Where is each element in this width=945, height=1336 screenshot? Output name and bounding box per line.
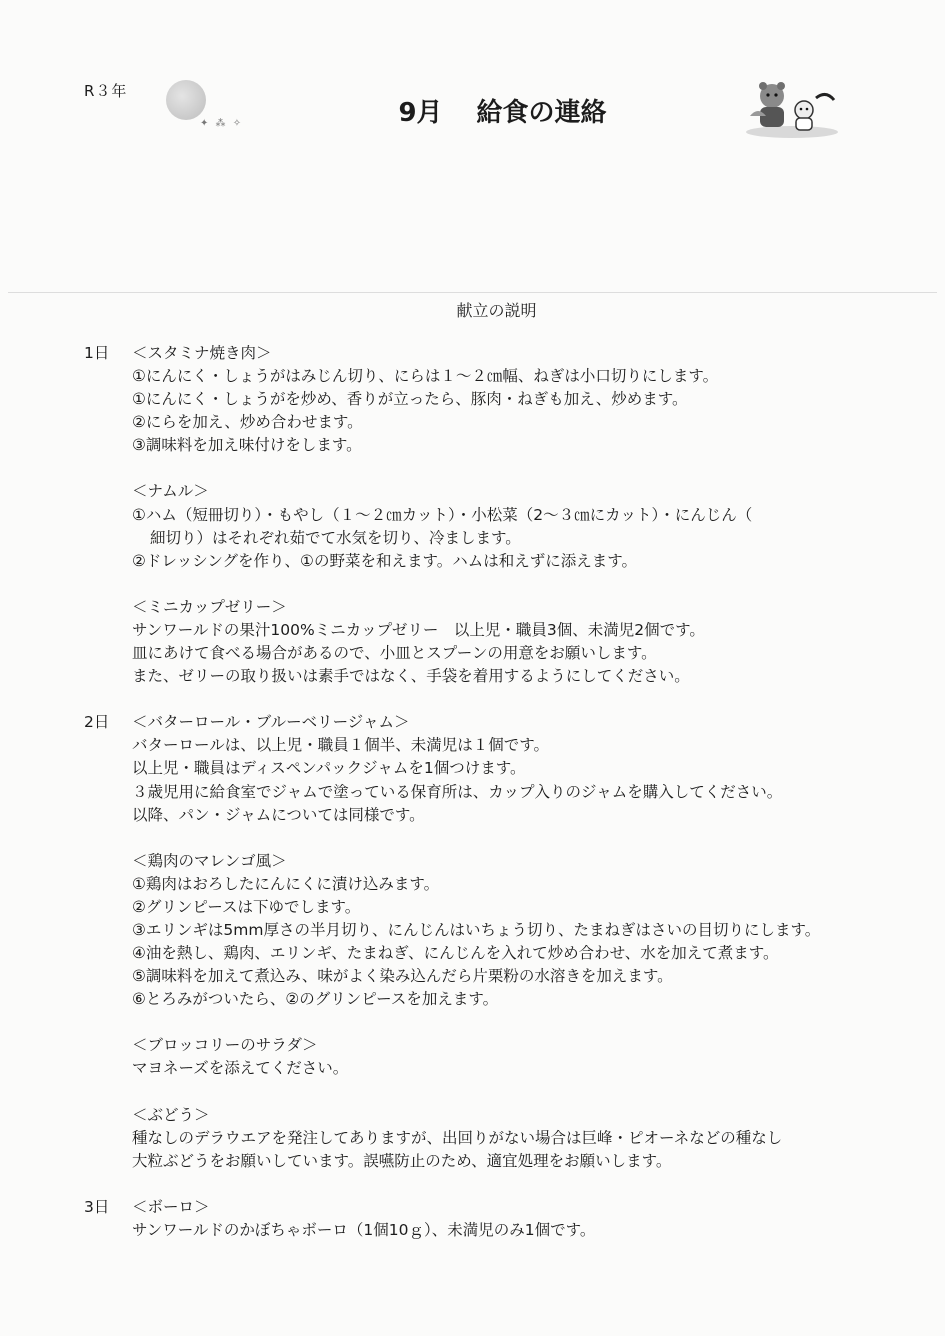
item-line: ③エリンギは5mm厚さの半月切り、にんじんはいちょう切り、たまねぎはさいの目切りにします。 xyxy=(132,920,821,939)
item-line: 以上児・職員はディスペンパックジャムを1個つけます。 xyxy=(132,759,526,778)
item-line: ③調味料を加え味付けをします。 xyxy=(132,436,362,455)
sparkle-icon: ✦ ⁂ ✧ xyxy=(200,118,244,129)
item-line: また、ゼリーの取り扱いは素手ではなく、手袋を着用するようにしてください。 xyxy=(132,667,690,686)
item-title: ＜ナムル＞ xyxy=(132,482,209,501)
header-divider xyxy=(8,292,937,293)
item-line: サンワールドの果汁100%ミニカップゼリー 以上児・職員3個、未満児2個です。 xyxy=(132,620,705,639)
item-line: 大粒ぶどうをお願いしています。誤嚥防止のため、適宜処理をお願いします。 xyxy=(132,1151,672,1170)
item-line: ②にらを加え、炒め合わせます。 xyxy=(132,413,363,432)
title-month: 9月 xyxy=(398,98,443,128)
mascot-illustration-icon xyxy=(742,76,842,140)
item-title: 2日 ＜バターロール・ブルーベリージャム＞ xyxy=(0,711,945,734)
item-line: ⑥とろみがついたら、②のグリンピースを加えます。 xyxy=(132,990,499,1009)
item-line: マヨネーズを添えてください。 xyxy=(132,1059,349,1078)
item-line: ⑤調味料を加えて煮込み、味がよく染み込んだら片栗粉の水溶きを加えます。 xyxy=(132,967,673,986)
item-title: 1日 ＜スタミナ焼き肉＞ xyxy=(0,342,945,365)
item-title: ＜鶏肉のマレンゴ風＞ xyxy=(132,851,287,870)
item-title: ＜ブロッコリーのサラダ＞ xyxy=(132,1036,318,1055)
day-label: 1日 xyxy=(84,344,110,362)
item-line: 皿にあけて食べる場合があるので、小皿とスプーンの用意をお願いします。 xyxy=(132,644,657,663)
item-line: ①にんにく・しょうがはみじん切り、にらは１～２㎝幅、ねぎは小口切りにします。 xyxy=(132,367,719,386)
section-heading: 献立の説明 xyxy=(456,301,537,320)
day-label: 2日 xyxy=(84,713,110,732)
item-line: ②ドレッシングを作り、①の野菜を和えます。ハムは和えずに添えます。 xyxy=(132,551,637,570)
title-text: 給食の連絡 xyxy=(476,98,607,128)
item-line: バターロールは、以上児・職員１個半、未満児は１個です。 xyxy=(132,736,549,755)
item-line: ３歳児用に給食室でジャムで塗っている保育所は、カップ入りのジャムを購入してください。 xyxy=(132,782,783,801)
item-line: 種なしのデラウエアを発注してありますが、出回りがない場合は巨峰・ピオーネなどの種なし xyxy=(132,1128,783,1147)
item-line: 以降、パン・ジャムについては同様です。 xyxy=(132,805,425,824)
item-title: ＜ぶどう＞ xyxy=(132,1105,210,1124)
item-line: ①にんにく・しょうがを炒め、香りが立ったら、豚肉・ねぎも加え、炒めます。 xyxy=(132,390,688,409)
item-line: 細切り）はそれぞれ茹でて水気を切り、冷まします。 xyxy=(150,528,521,547)
item-line: ②グリンピースは下ゆでします。 xyxy=(132,897,361,916)
era-label: R３年 xyxy=(84,82,128,100)
item-line: ④油を熱し、鶏肉、エリンギ、たまねぎ、にんじんを入れて炒め合わせ、水を加えて煮ます。 xyxy=(132,944,779,963)
item-title: 3日 ＜ボーロ＞ xyxy=(0,1196,945,1219)
item-line: サンワールドのかぼちゃボーロ（1個10ｇ）、未満児のみ1個です。 xyxy=(132,1220,596,1239)
item-line: ①鶏肉はおろしたにんにくに漬け込みます。 xyxy=(132,874,440,893)
day-label: 3日 xyxy=(84,1197,110,1216)
menu-description xyxy=(0,342,945,1242)
item-line: ①ハム（短冊切り）・もやし（１～２㎝カット）・小松菜（2～３㎝にカット）・にんじん（ xyxy=(132,505,753,524)
item-title: ＜ミニカップゼリー＞ xyxy=(132,597,287,616)
